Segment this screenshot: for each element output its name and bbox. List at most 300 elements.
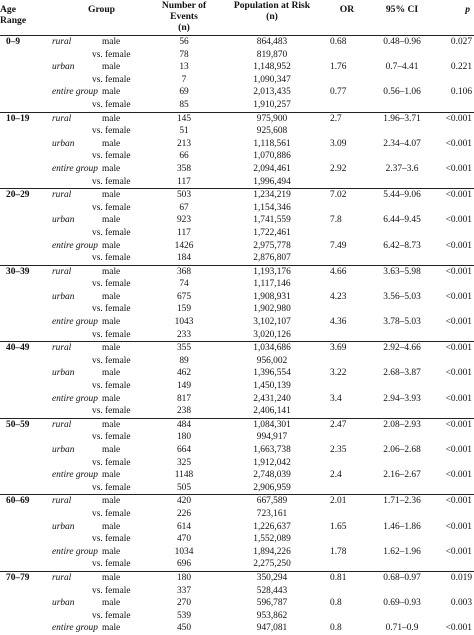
or-cell: 2.92 (330, 163, 347, 174)
sex-label: vs. female (92, 432, 131, 443)
p-value-cell: 0.221 (450, 62, 472, 73)
sex-label: vs. female (92, 329, 131, 340)
population-cell: 1,234,219 (253, 190, 291, 201)
or-cell: 3.22 (330, 368, 347, 379)
table-row (0, 61, 474, 74)
age-range-cell (0, 482, 44, 495)
group-cell (44, 163, 152, 176)
group-cell (44, 329, 152, 342)
table-row (0, 99, 474, 112)
group-name: rural (52, 343, 72, 354)
population-cell: 2,431,240 (253, 393, 291, 404)
group-cell (44, 176, 152, 189)
group-cell (44, 571, 152, 584)
sex-label: vs. female (92, 406, 131, 417)
population-cell: 1,193,176 (253, 266, 291, 277)
sex-label: male (102, 419, 121, 430)
population-cell: 350,294 (256, 572, 288, 583)
p-value-cell (438, 610, 474, 623)
population-cell: 2,906,959 (216, 482, 328, 495)
p-value-cell (438, 303, 474, 316)
ci-cell: 1.96–3.71 (383, 113, 421, 124)
events-cell: 67 (179, 202, 189, 213)
or-cell (328, 278, 366, 291)
events-cell: 85 (152, 99, 216, 112)
p-value-cell (438, 405, 474, 418)
age-range-cell (0, 367, 44, 380)
age-range-cell (0, 150, 44, 163)
table-row (0, 138, 474, 151)
population-cell: 947,081 (256, 623, 288, 634)
events-cell: 355 (176, 343, 192, 354)
population-cell: 2,975,778 (253, 240, 291, 251)
group-name: urban (52, 598, 75, 609)
group-name: urban (52, 138, 75, 149)
or-cell: 0.77 (330, 87, 347, 98)
ci-cell: 6.42–8.73 (383, 240, 421, 251)
p-value-cell (438, 508, 474, 521)
group-cell (44, 495, 152, 508)
events-cell: 270 (176, 598, 192, 609)
age-range-cell (0, 227, 44, 240)
col-header-events (152, 0, 216, 36)
or-cell: 2.35 (330, 445, 347, 455)
age-range-cell (0, 303, 44, 316)
population-cell: 1,552,089 (253, 534, 291, 545)
group-cell (44, 533, 152, 546)
ci-cell (366, 405, 438, 418)
p-value-cell (438, 150, 474, 163)
population-cell: 994,917 (256, 432, 288, 443)
sex-label: male (102, 317, 121, 328)
age-range-cell (0, 431, 44, 444)
ci-cell: 0.71–0.9 (385, 623, 419, 634)
population-cell: 1,118,561 (253, 138, 291, 149)
p-value-cell (438, 558, 474, 571)
sex-label: vs. female (92, 151, 131, 162)
age-range-cell: 0–9 (6, 37, 21, 47)
header-row (0, 0, 474, 36)
group-name: entire group (52, 393, 98, 404)
sex-label: male (102, 572, 121, 583)
group-name: entire group (52, 240, 98, 251)
table-row (0, 533, 474, 546)
p-value-cell: <0.001 (445, 546, 472, 557)
or-cell: 4.23 (330, 291, 347, 302)
or-cell (328, 74, 366, 87)
events-cell: 180 (176, 572, 192, 583)
population-cell: 596,787 (256, 598, 288, 609)
table-row (0, 405, 474, 418)
events-cell: 159 (176, 304, 192, 315)
p-value-cell: <0.001 (445, 138, 472, 149)
p-value-cell (438, 585, 474, 598)
group-cell (44, 597, 152, 610)
group-name: entire group (52, 317, 98, 328)
events-cell: 78 (179, 49, 189, 60)
population-cell: 1,148,952 (253, 62, 291, 73)
p-value-cell: <0.001 (445, 190, 472, 201)
table-row (0, 469, 474, 482)
group-cell (44, 252, 152, 265)
age-range-cell: 40–49 (6, 343, 30, 354)
group-cell (44, 508, 152, 521)
ci-cell: 1.46–1.86 (383, 521, 421, 532)
p-value-cell: 0.003 (450, 598, 472, 609)
p-value-cell: <0.001 (445, 445, 472, 455)
population-cell: 953,862 (256, 610, 288, 621)
or-cell (328, 99, 366, 112)
table-row (0, 482, 474, 495)
group-cell (44, 431, 152, 444)
group-cell (44, 138, 152, 151)
age-range-cell (0, 99, 44, 112)
group-cell (44, 444, 152, 457)
sex-label: vs. female (92, 227, 131, 238)
events-cell: 66 (179, 151, 189, 162)
group-cell (44, 227, 152, 240)
group-cell (44, 112, 152, 125)
table-row (0, 597, 474, 610)
p-value-cell (438, 431, 474, 444)
sex-label: male (102, 445, 121, 455)
p-value-cell (438, 252, 474, 265)
sex-label: vs. female (92, 534, 131, 545)
population-cell: 1,450,139 (253, 381, 291, 392)
table-row (0, 240, 474, 253)
ci-cell (366, 125, 438, 138)
age-range-cell (0, 508, 44, 521)
sex-label: vs. female (92, 482, 131, 493)
ci-cell (366, 380, 438, 393)
ci-cell: 2.34–4.07 (383, 138, 421, 149)
population-cell: 1,090,347 (253, 74, 291, 85)
population-cell: 1,154,346 (253, 202, 291, 213)
age-range-cell (0, 202, 44, 215)
events-cell: 675 (176, 291, 192, 302)
age-range-cell (0, 252, 44, 265)
age-range-cell (0, 622, 44, 635)
p-value-cell: <0.001 (445, 419, 472, 430)
ci-cell (366, 508, 438, 521)
group-cell (44, 189, 152, 202)
p-value-cell: <0.001 (445, 343, 472, 354)
population-cell: 1,910,257 (216, 99, 328, 112)
table-row (0, 189, 474, 202)
sex-label: vs. female (92, 355, 131, 366)
age-range-cell (0, 558, 44, 571)
ci-cell: 3.56–5.03 (383, 291, 421, 302)
ci-cell: 0.69–0.93 (383, 598, 421, 609)
group-cell (44, 278, 152, 291)
p-value-cell (438, 329, 474, 342)
sex-label: vs. female (92, 381, 131, 392)
or-cell: 2.7 (330, 113, 342, 124)
age-range-cell (0, 405, 44, 418)
age-range-cell (0, 585, 44, 598)
or-cell (328, 610, 366, 623)
p-value-cell: <0.001 (445, 368, 472, 379)
p-value-cell (438, 380, 474, 393)
or-cell: 7.8 (330, 215, 342, 226)
p-value-cell: <0.001 (445, 623, 472, 634)
sex-label: male (102, 37, 121, 47)
group-cell (44, 482, 152, 495)
age-range-cell (0, 457, 44, 470)
ci-cell: 3.63–5.98 (383, 266, 421, 277)
events-cell: 117 (152, 176, 216, 189)
table-row (0, 112, 474, 125)
events-cell: 180 (176, 432, 192, 443)
population-cell: 2,013,435 (253, 87, 291, 98)
sex-label: male (102, 623, 121, 634)
population-cell: 2,094,461 (253, 163, 291, 174)
sex-label: male (102, 368, 121, 379)
ci-cell (366, 227, 438, 240)
or-cell (328, 482, 366, 495)
ci-cell (366, 176, 438, 189)
events-cell: 503 (176, 190, 192, 201)
events-cell: 149 (176, 381, 192, 392)
age-range-cell (0, 138, 44, 151)
or-cell (328, 405, 366, 418)
group-name: rural (52, 113, 72, 124)
age-range-cell (0, 86, 44, 99)
col-header-ci: 95% CI (366, 0, 438, 36)
p-value-cell (438, 202, 474, 215)
events-cell: 74 (179, 279, 189, 290)
table-row (0, 393, 474, 406)
p-value-cell: <0.001 (445, 113, 472, 124)
group-name: entire group (52, 470, 98, 481)
table-row (0, 329, 474, 342)
events-cell: 1148 (174, 470, 194, 481)
or-cell (328, 355, 366, 368)
age-range-cell (0, 61, 44, 74)
population-cell: 1,912,042 (253, 457, 291, 468)
age-range-cell (0, 74, 44, 87)
table-row (0, 418, 474, 431)
events-cell: 368 (176, 266, 192, 277)
p-value-cell: 0.019 (450, 572, 472, 583)
p-value-cell: <0.001 (445, 215, 472, 226)
events-cell: 470 (176, 534, 192, 545)
population-cell: 1,908,931 (253, 291, 291, 302)
group-cell (44, 74, 152, 87)
table-row (0, 610, 474, 623)
or-cell: 1.76 (330, 62, 347, 73)
or-cell: 2.01 (330, 496, 347, 507)
group-cell (44, 405, 152, 418)
age-range-cell (0, 546, 44, 559)
col-header-population-line2: (n) (266, 11, 278, 22)
group-cell (44, 622, 152, 635)
age-range-cell (0, 278, 44, 291)
population-cell: 956,002 (256, 355, 288, 366)
col-header-or: OR (328, 0, 366, 36)
or-cell (328, 150, 366, 163)
age-range-cell (0, 393, 44, 406)
col-header-events-line1: Number of Events (161, 0, 207, 22)
population-cell: 723,161 (256, 508, 288, 519)
sex-label: male (102, 598, 121, 609)
col-header-population-line1: Population at Risk (233, 0, 311, 11)
age-range-cell: 10–19 (6, 113, 30, 124)
events-cell: 484 (176, 419, 192, 430)
ci-cell (366, 49, 438, 62)
p-value-cell: <0.001 (445, 393, 472, 404)
group-cell (44, 393, 152, 406)
sex-label: male (102, 240, 121, 251)
events-cell: 117 (177, 227, 191, 238)
events-cell: 233 (152, 329, 216, 342)
or-cell (328, 533, 366, 546)
group-cell (44, 457, 152, 470)
or-cell: 3.09 (330, 138, 347, 149)
group-cell (44, 36, 152, 49)
population-cell: 2,406,141 (216, 405, 328, 418)
age-range-cell (0, 125, 44, 138)
sex-label: vs. female (92, 74, 131, 85)
events-cell: 817 (176, 393, 192, 404)
table-row (0, 202, 474, 215)
group-cell (44, 61, 152, 74)
group-cell (44, 418, 152, 431)
sex-label: vs. female (92, 99, 131, 110)
table-row (0, 508, 474, 521)
ci-cell (366, 431, 438, 444)
sex-label: vs. female (92, 202, 131, 213)
group-cell (44, 316, 152, 329)
or-cell (328, 585, 366, 598)
ci-cell: 5.44–9.06 (383, 190, 421, 201)
age-range-cell: 30–39 (6, 266, 30, 277)
sex-label: male (102, 496, 121, 507)
group-name: entire group (52, 87, 98, 98)
table-row (0, 355, 474, 368)
table-row (0, 49, 474, 62)
ci-cell: 2.68–3.87 (383, 368, 421, 379)
p-value-cell: 0.106 (450, 87, 472, 98)
group-name: rural (52, 496, 72, 507)
ci-cell (366, 202, 438, 215)
sex-label: male (102, 521, 121, 532)
events-cell: 56 (179, 37, 189, 47)
table-row (0, 265, 474, 278)
table-row (0, 150, 474, 163)
events-cell: 13 (179, 62, 189, 73)
sex-label: male (102, 393, 121, 404)
p-value-cell (438, 227, 474, 240)
group-name: urban (52, 291, 75, 302)
or-cell (328, 202, 366, 215)
sex-label: male (102, 190, 121, 201)
table-row (0, 457, 474, 470)
ci-cell: 2.37–3.6 (385, 163, 419, 174)
group-cell (44, 214, 152, 227)
sex-label: male (102, 470, 121, 481)
ci-cell: 3.78–5.03 (383, 317, 421, 328)
col-header-group: Group (44, 0, 152, 36)
sex-label: vs. female (92, 279, 131, 290)
group-cell (44, 202, 152, 215)
population-cell: 1,894,226 (253, 546, 291, 557)
table-row (0, 227, 474, 240)
table-row (0, 585, 474, 598)
table-row (0, 380, 474, 393)
or-cell: 1.65 (330, 521, 347, 532)
age-range-cell: 20–29 (6, 190, 30, 201)
age-range-cell (0, 355, 44, 368)
p-value-cell: <0.001 (445, 266, 472, 277)
p-value-cell (438, 125, 474, 138)
age-range-cell (0, 469, 44, 482)
group-name: rural (52, 37, 72, 47)
group-cell (44, 610, 152, 623)
events-cell: 89 (179, 355, 189, 366)
col-header-events-line2: (n) (178, 22, 190, 33)
sex-label: male (102, 266, 121, 277)
age-range-cell (0, 444, 44, 457)
p-value-cell: <0.001 (445, 317, 472, 328)
age-range-cell (0, 176, 44, 189)
population-cell: 1,663,738 (253, 445, 291, 455)
table-row (0, 571, 474, 584)
p-value-cell: <0.001 (445, 163, 472, 174)
or-cell (328, 176, 366, 189)
age-range-cell: 70–79 (6, 572, 30, 583)
events-cell: 1426 (174, 240, 194, 251)
population-cell: 1,722,461 (253, 227, 291, 238)
group-cell (44, 380, 152, 393)
ci-cell (366, 558, 438, 571)
ci-cell: 1.71–2.36 (383, 496, 421, 507)
p-value-cell: <0.001 (445, 291, 472, 302)
table-row (0, 214, 474, 227)
ci-cell: 0.48–0.96 (383, 37, 421, 47)
population-cell: 2,275,250 (216, 558, 328, 571)
sex-label: vs. female (92, 508, 131, 519)
events-cell: 51 (179, 126, 189, 137)
group-cell (44, 86, 152, 99)
population-cell: 1,396,554 (253, 368, 291, 379)
sex-label: male (102, 546, 121, 557)
events-cell: 420 (176, 496, 192, 507)
table-row (0, 444, 474, 457)
or-cell (328, 457, 366, 470)
group-name: rural (52, 572, 72, 583)
table-row (0, 622, 474, 635)
events-cell: 923 (176, 215, 192, 226)
ci-cell: 2.94–3.93 (383, 393, 421, 404)
sex-label: vs. female (92, 457, 131, 468)
or-cell (328, 303, 366, 316)
or-cell: 2.47 (330, 419, 347, 430)
group-name: urban (52, 368, 75, 379)
ci-cell (366, 610, 438, 623)
sex-label: vs. female (92, 126, 131, 137)
table-row (0, 316, 474, 329)
age-range-cell (0, 610, 44, 623)
ci-cell: 2.92–4.66 (383, 343, 421, 354)
sex-label: vs. female (92, 176, 131, 187)
events-cell: 145 (176, 113, 192, 124)
age-range-cell (0, 329, 44, 342)
p-value-cell: <0.001 (445, 470, 472, 481)
events-cell: 7 (181, 74, 187, 85)
table-row (0, 36, 474, 49)
age-range-cell: 50–59 (6, 419, 30, 430)
